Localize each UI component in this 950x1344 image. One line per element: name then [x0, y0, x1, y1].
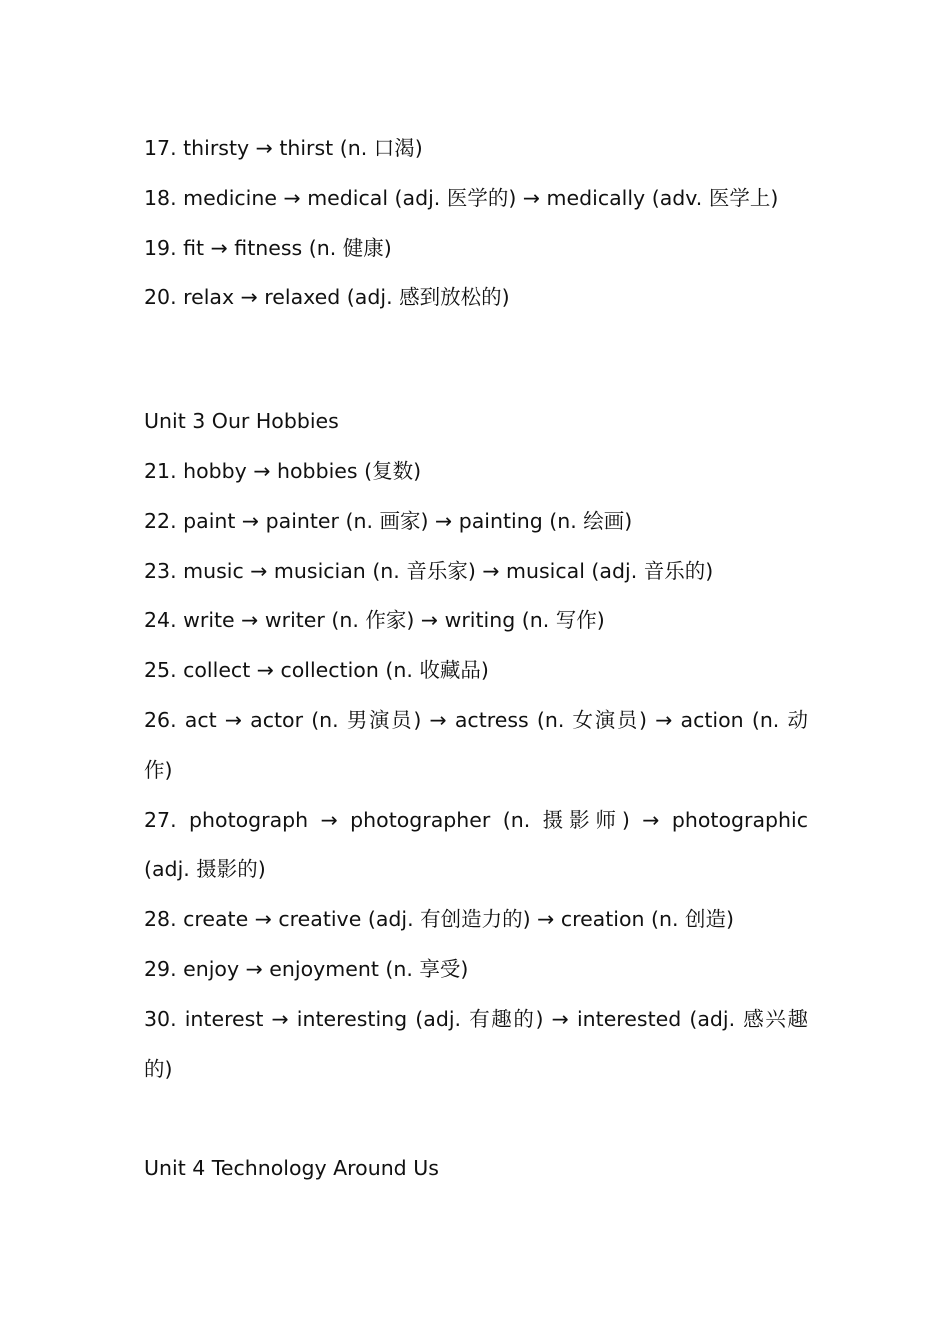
- vocab-item-21: 21. hobby → hobbies (复数): [144, 458, 422, 483]
- document-page: [144, 124, 808, 1194]
- vocab-item-27-line2: (adj. 摄影的): [144, 857, 266, 882]
- vocab-item-20: 20. relax → relaxed (adj. 感到放松的): [144, 285, 510, 310]
- vocab-item-25: 25. collect → collection (n. 收藏品): [144, 658, 489, 683]
- vocab-item-24: 24. write → writer (n. 作家) → writing (n. 写作): [144, 608, 605, 633]
- unit3-heading: Unit 3 Our Hobbies: [144, 409, 339, 434]
- vocab-item-26-line1: 26. act → actor (n. 男演员) → actress (n. 女演员) → action (n. 动: [144, 707, 808, 732]
- vocab-item-27-line1: 27. photograph → photographer (n. 摄影师) → photographic: [144, 807, 808, 832]
- vocab-item-30-line2: 的): [144, 1056, 173, 1081]
- vocab-item-17: 17. thirsty → thirst (n. 口渴): [144, 136, 423, 160]
- section-gap: [144, 1094, 808, 1144]
- vocab-item-22: 22. paint → painter (n. 画家) → painting (n. 绘画): [144, 508, 633, 533]
- vocab-item-28: 28. create → creative (adj. 有创造力的) → creation (n. 创造): [144, 907, 735, 932]
- vocab-item-30-line1: 30. interest → interesting (adj. 有趣的) → interested (adj. 感兴趣: [144, 1006, 808, 1031]
- vocab-item-19: 19. fit → fitness (n. 健康): [144, 235, 392, 260]
- vocab-item-18: 18. medicine → medical (adj. 医学的) → medically (adv. 医学上): [144, 185, 779, 210]
- unit4-heading: Unit 4 Technology Around Us: [144, 1156, 439, 1181]
- vocab-item-29: 29. enjoy → enjoyment (n. 享受): [144, 956, 469, 981]
- vocab-item-23: 23. music → musician (n. 音乐家) → musical (adj. 音乐的): [144, 558, 714, 583]
- section-gap: [144, 323, 808, 397]
- vocab-item-26-line2: 作): [144, 757, 173, 782]
